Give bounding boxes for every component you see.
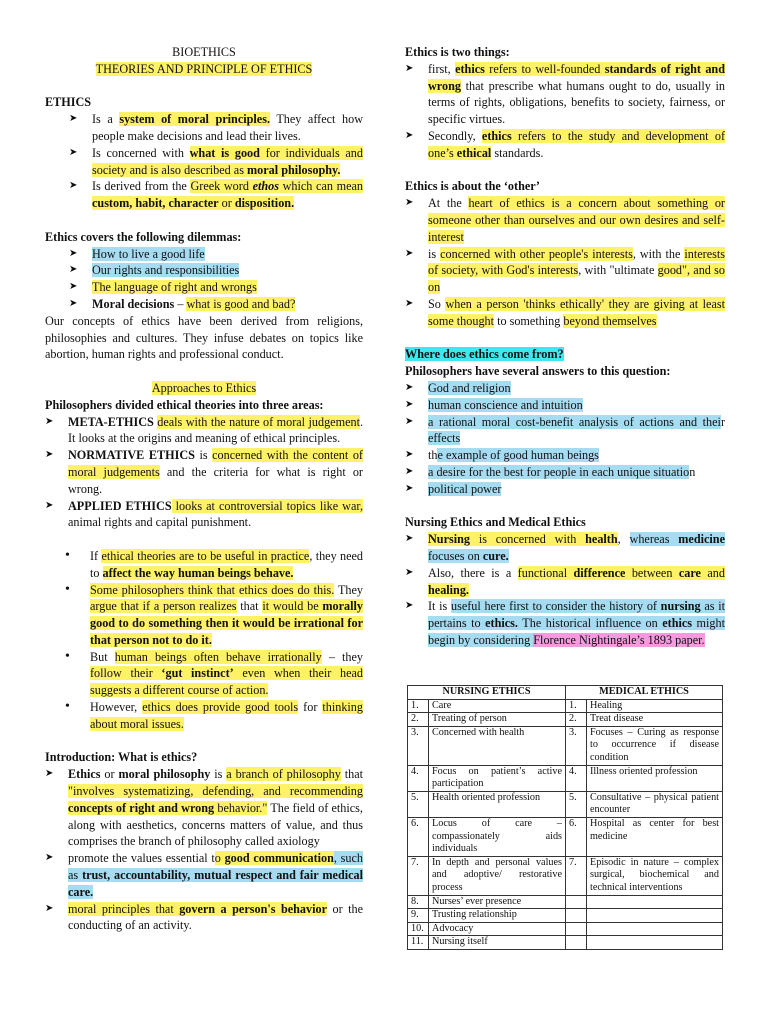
text-run: a branch of philosophy	[226, 767, 341, 782]
practice-bullets	[45, 548, 363, 733]
medical-cell: Healing	[587, 699, 723, 713]
nursing-heading: Nursing Ethics and Medical Ethics	[405, 515, 586, 530]
text-run: concerned with the content of moral judgements	[68, 448, 363, 479]
approaches-list	[45, 414, 363, 532]
text-run: Moral decisions	[92, 296, 175, 311]
table-row	[408, 895, 723, 909]
list-item	[405, 61, 725, 128]
text-run: custom, habit, character	[92, 196, 219, 211]
nursing-cell: Health oriented profession	[429, 791, 566, 817]
medical-cell: Episodic in nature – complex surgical, biochemical and technical interventions	[587, 856, 723, 895]
text-run: care	[678, 565, 701, 580]
text-run: human beings often behave irrationally	[114, 649, 322, 664]
text-run: political power	[428, 481, 502, 496]
text-run: refers to the study and development of one’s	[428, 128, 725, 160]
row-number-left: 4.	[408, 765, 429, 791]
text-run: beyond themselves	[563, 313, 657, 328]
medical-cell: Hospital as center for best medicine	[587, 817, 723, 856]
medical-cell: Consultative – physical patient encounter	[587, 791, 723, 817]
text-run: is	[210, 767, 227, 782]
table-row	[408, 817, 723, 856]
row-number-right	[566, 936, 587, 950]
nursing-ethics-header: NURSING ETHICS	[408, 686, 566, 700]
text-run: refers to well-founded	[484, 61, 605, 76]
text-run: heart of ethics is a concern about something or someone other than ourselves and our own desires and self-interest	[428, 196, 725, 244]
row-number-right	[566, 909, 587, 923]
text-run: first,	[428, 61, 456, 76]
ethics-list	[45, 111, 363, 212]
text-run: is	[194, 448, 213, 463]
row-number-left: 3.	[408, 726, 429, 765]
list-item	[45, 262, 363, 279]
text-run: . It looks at the origins and meaning of ethical principles.	[68, 414, 364, 446]
table-row	[408, 936, 723, 950]
text-run: for	[298, 700, 323, 715]
text-run: interests of society, with God's interests	[428, 246, 725, 278]
nursing-cell: Care	[429, 699, 566, 713]
list-item	[45, 901, 363, 935]
row-number-left: 6.	[408, 817, 429, 856]
row-number-left: 11.	[408, 936, 429, 950]
other-list	[405, 195, 725, 329]
list-item	[405, 296, 725, 330]
text-run: whereas	[629, 532, 679, 547]
text-run: , such as	[68, 851, 363, 883]
concepts-paragraph: Our concepts of ethics have been derived from religions, philosophies and cultures. They infuse debates on topics like abortion, human rights and professional conduct.	[45, 313, 363, 362]
text-run: Greek word	[190, 179, 253, 194]
list-item	[405, 464, 725, 481]
text-run: , they need to	[90, 548, 363, 580]
text-run: functional	[517, 565, 574, 580]
text-run: At the	[428, 196, 469, 211]
medical-cell	[587, 922, 723, 936]
text-run: it would be	[262, 599, 323, 614]
medical-cell	[587, 895, 723, 909]
other-heading: Ethics is about the ‘other’	[405, 179, 540, 194]
list-item	[45, 699, 363, 733]
medical-cell	[587, 936, 723, 950]
row-number-left: 10.	[408, 922, 429, 936]
text-run: ethos	[252, 179, 279, 194]
text-run: ethics.	[485, 616, 518, 631]
text-run: as it pertains to	[428, 599, 725, 631]
text-run: th	[428, 448, 438, 463]
row-number-left: 7.	[408, 856, 429, 895]
approaches-heading: Approaches to Ethics	[151, 380, 257, 395]
approaches-intro: Philosophers divided ethical theories into three areas:	[45, 397, 324, 412]
row-number-right: 7.	[566, 856, 587, 895]
text-run: moral philosophy	[118, 767, 211, 782]
text-run: They	[334, 582, 363, 597]
row-number-right: 5.	[566, 791, 587, 817]
text-run: Is a	[92, 112, 120, 127]
ethics-heading: ETHICS	[45, 95, 92, 110]
text-run: trust, accountability, mutual respect and fair medical care.	[68, 868, 363, 899]
nursing-cell: Concerned with health	[429, 726, 566, 765]
text-run: META-ETHICS	[68, 414, 154, 429]
list-item	[45, 447, 363, 497]
list-item	[405, 128, 725, 162]
text-run: healing.	[428, 582, 469, 597]
text-run: for individuals and society and is also described as	[92, 145, 363, 177]
text-run: follow their	[90, 666, 162, 681]
dilemmas-heading: Ethics covers the following dilemmas:	[45, 229, 242, 244]
text-run: and	[700, 565, 725, 580]
list-item	[45, 498, 363, 532]
row-number-right	[566, 922, 587, 936]
text-run: moral principles that	[68, 901, 180, 916]
row-number-left: 2.	[408, 713, 429, 727]
row-number-left: 8.	[408, 895, 429, 909]
list-item	[405, 195, 725, 245]
text-run: o	[214, 851, 225, 866]
text-run: that prescribe what humans ought to do, usually in terms of rights, obligations, benefits to society, fairness, or specific virtues.	[428, 78, 725, 127]
table-row	[408, 909, 723, 923]
text-run: ethics	[455, 61, 485, 76]
nursing-cell: Trusting relationship	[429, 909, 566, 923]
text-run: that	[340, 767, 363, 782]
nursing-cell: Treating of person	[429, 713, 566, 727]
text-run: How to live a good life	[92, 246, 205, 261]
nursing-cell: Focus on patient’s active participation	[429, 765, 566, 791]
table-row	[408, 922, 723, 936]
where-heading: Where does ethics come from?	[405, 347, 564, 362]
list-item	[45, 279, 363, 296]
text-run: ‘gut instinct’	[161, 666, 234, 681]
text-run: moral philosophy.	[247, 162, 341, 177]
table-row	[408, 713, 723, 727]
right-column	[405, 44, 725, 649]
row-number-right: 2.	[566, 713, 587, 727]
list-item	[45, 246, 363, 263]
nursing-cell: Advocacy	[429, 922, 566, 936]
text-run: Florence Nightingale’s 1893 paper.	[533, 632, 705, 647]
text-run: Also, there is a	[428, 565, 518, 580]
text-run: human conscience and intuition	[428, 397, 583, 412]
list-item	[45, 582, 363, 649]
text-run: "involves systematizing, defending, and recommending	[68, 784, 363, 799]
table-header-row	[408, 686, 723, 700]
text-run: thinking about moral issues.	[90, 700, 363, 731]
list-item	[45, 414, 363, 448]
text-run: ,	[617, 532, 630, 547]
text-run: is	[428, 246, 441, 261]
intro-list	[45, 766, 363, 934]
text-run: affect the way human beings behave.	[102, 565, 294, 580]
text-run: ethical theories are to be useful in practice	[101, 548, 310, 563]
medical-cell	[587, 909, 723, 923]
list-item	[45, 850, 363, 900]
list-item	[405, 481, 725, 498]
text-run: is concerned with	[470, 532, 586, 547]
text-run: a desire for the best for people in each unique situatio	[428, 464, 690, 479]
row-number-right: 3.	[566, 726, 587, 765]
list-item	[405, 414, 725, 448]
medical-cell: Treat disease	[587, 713, 723, 727]
text-run: standards.	[491, 145, 544, 160]
text-run: However,	[90, 700, 143, 715]
text-run: and the criteria for what is right or wrong.	[68, 464, 363, 496]
text-run: or	[218, 196, 235, 211]
table-row	[408, 856, 723, 895]
list-item	[405, 246, 725, 296]
text-run: It is	[428, 599, 451, 614]
medical-cell: Illness oriented profession	[587, 765, 723, 791]
dilemmas-list	[45, 246, 363, 313]
list-item	[45, 178, 363, 212]
text-run: effects	[428, 431, 461, 446]
ethics-comparison-table	[407, 685, 723, 950]
nursing-cell: In depth and personal values and adoptive/ restorative process	[429, 856, 566, 895]
text-run: which can mean	[278, 179, 363, 194]
text-run: ethics does provide good tools	[142, 700, 299, 715]
text-run: standards of right and wrong	[428, 61, 725, 93]
row-number-left: 1.	[408, 699, 429, 713]
text-run: If	[90, 548, 102, 563]
list-item	[45, 766, 363, 850]
row-number-right: 1.	[566, 699, 587, 713]
text-run: system of moral principles.	[119, 112, 270, 127]
text-run: So	[428, 296, 446, 311]
text-run: Ethics	[68, 767, 101, 782]
text-run: Is derived from the	[92, 179, 191, 194]
list-item	[45, 649, 363, 699]
table-row	[408, 726, 723, 765]
list-item	[405, 531, 725, 565]
text-run: disposition.	[234, 196, 295, 211]
list-item	[405, 565, 725, 599]
nursing-cell: Nurses’ ever presence	[429, 895, 566, 909]
list-item	[405, 447, 725, 464]
list-item	[45, 548, 363, 582]
list-item	[405, 397, 725, 414]
text-run: health	[585, 532, 618, 547]
text-run: or the conducting of an activity.	[68, 901, 363, 933]
text-run: But	[90, 649, 115, 664]
medical-ethics-header: MEDICAL ETHICS	[566, 686, 723, 700]
text-run: animal rights and capital punishment.	[68, 515, 252, 530]
text-run: NORMATIVE ETHICS	[68, 448, 195, 463]
text-run: Some philosophers think that ethics does do this.	[90, 582, 335, 597]
text-run: promote the values essential t	[68, 851, 215, 866]
text-run: The field of ethics, along with aesthetics, concerns matters of value, and thus comprises the branch of philosophy called axiology	[68, 800, 363, 849]
text-run: even when their head suggests a different course of action.	[90, 666, 363, 698]
text-run: Secondly,	[428, 128, 482, 143]
text-run: might begin by considering	[428, 616, 726, 647]
text-run: –	[174, 296, 187, 311]
text-run: God and religion	[428, 380, 511, 395]
text-run: – they	[321, 649, 364, 664]
two-things-list	[405, 61, 725, 162]
where-list	[405, 380, 725, 498]
doc-title: BIOETHICS	[172, 45, 236, 59]
text-run: e example of good human beings	[437, 448, 599, 463]
text-run: ethics	[662, 616, 693, 631]
list-item	[45, 296, 363, 313]
text-run: morally good to do something then it would be irrational for that person not to do it.	[90, 599, 363, 647]
text-run: concerned with other people's interests	[440, 246, 633, 261]
text-run: , with "ultimate	[578, 263, 658, 278]
list-item	[405, 380, 725, 397]
text-run: concepts of right and wrong	[68, 800, 215, 815]
row-number-right: 4.	[566, 765, 587, 791]
list-item	[45, 145, 363, 179]
nursing-list	[405, 531, 725, 649]
text-run: useful here first to consider the history of	[450, 599, 661, 614]
text-run: ethics	[481, 128, 512, 143]
medical-cell: Focuses – Curing as response to occurrence if disease condition	[587, 726, 723, 765]
where-intro: Philosophers have several answers to this question:	[405, 364, 671, 379]
text-run: n	[689, 464, 696, 479]
row-number-left: 5.	[408, 791, 429, 817]
text-run: Is concerned with	[92, 145, 190, 160]
text-run: nursing	[660, 599, 701, 614]
text-run: cure.	[482, 548, 509, 563]
text-run: good communication	[224, 851, 334, 866]
text-run: that	[236, 599, 263, 614]
text-run: focuses on	[428, 548, 483, 563]
text-run: looks at controversial topics like war,	[171, 498, 363, 513]
text-run: a rational moral cost-benefit analysis of actions and thei	[428, 414, 721, 429]
row-number-left: 9.	[408, 909, 429, 923]
text-run: The language of right and wrongs	[92, 280, 257, 295]
text-run: medicine	[678, 532, 725, 547]
text-run: deals with the nature of moral judgement	[157, 414, 360, 429]
text-run: good", and so on	[428, 263, 725, 295]
text-run: or	[100, 767, 119, 782]
text-run: behavior."	[214, 800, 268, 815]
two-things-heading: Ethics is two things:	[405, 45, 510, 59]
text-run: APPLIED ETHICS	[68, 498, 172, 513]
text-run: between	[625, 565, 679, 580]
text-run: ethical	[456, 145, 492, 160]
left-column	[45, 44, 363, 934]
table-row	[408, 791, 723, 817]
list-item	[405, 598, 725, 648]
doc-subtitle: THEORIES AND PRINCIPLE OF ETHICS	[95, 61, 313, 76]
text-run: Nursing	[428, 532, 470, 547]
nursing-cell: Locus of care – compassionately aids individuals	[429, 817, 566, 856]
text-run: govern a person's behavior	[179, 901, 327, 916]
list-item	[45, 111, 363, 145]
table-row	[408, 699, 723, 713]
text-run: to something	[494, 313, 564, 328]
intro-heading: Introduction: What is ethics?	[45, 750, 198, 765]
row-number-right	[566, 895, 587, 909]
nursing-cell: Nursing itself	[429, 936, 566, 950]
text-run: The historical influence on	[517, 616, 663, 631]
text-run: They affect how people make decisions and lead their lives.	[92, 112, 363, 143]
table-body	[408, 699, 723, 949]
text-run: , with the	[632, 246, 685, 261]
text-run: what is good	[189, 145, 260, 160]
table-row	[408, 765, 723, 791]
text-run: when a person 'thinks ethically' they are giving at least some thought	[428, 296, 726, 328]
text-run: Our rights and responsibilities	[92, 263, 240, 278]
text-run: r	[720, 414, 725, 429]
row-number-right: 6.	[566, 817, 587, 856]
text-run: difference	[573, 565, 626, 580]
text-run: argue that if a person realizes	[90, 599, 237, 614]
text-run: what is good and bad?	[186, 296, 296, 311]
